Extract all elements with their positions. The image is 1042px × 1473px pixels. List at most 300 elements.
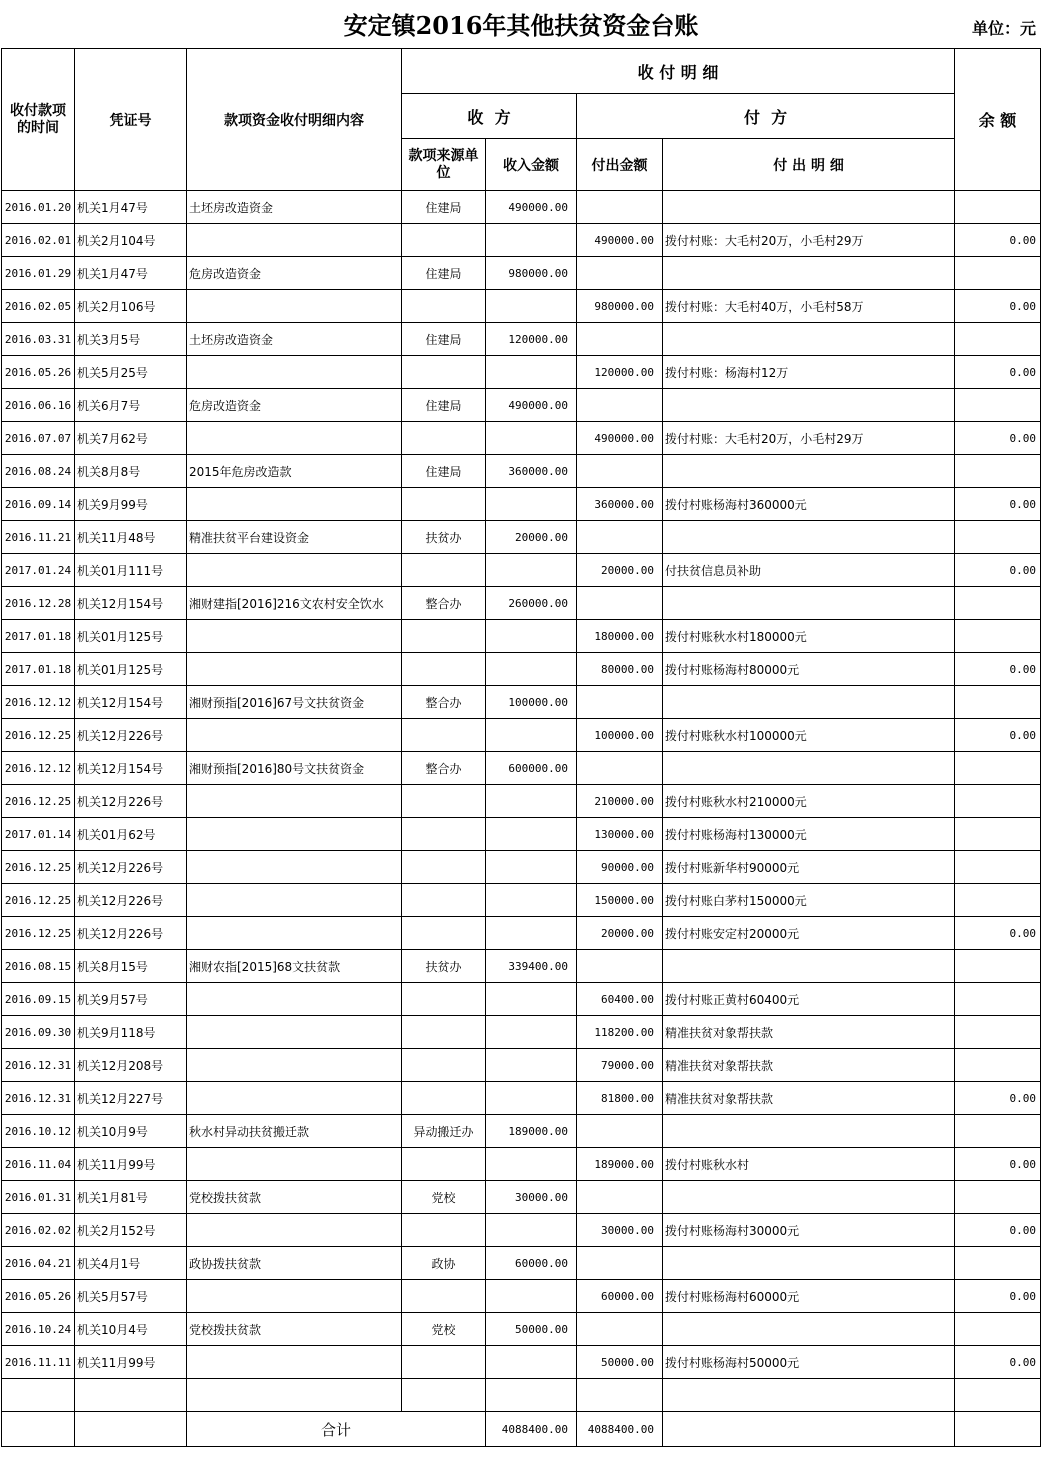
row-balance: 0.00 [955,719,1041,752]
row-voucher: 机关12月226号 [75,884,187,917]
row-income [486,488,577,521]
row-balance [955,686,1041,719]
row-detail: 拨付村账杨海村130000元 [663,818,955,851]
row-payment: 150000.00 [577,884,663,917]
row-detail [663,389,955,422]
row-voucher: 机关10月4号 [75,1313,187,1346]
row-voucher: 机关9月99号 [75,488,187,521]
row-source [402,1280,486,1313]
row-content: 湘财预指[2016]80号文扶贫资金 [187,752,402,785]
table-row [2,191,1041,224]
row-content [187,1016,402,1049]
row-voucher: 机关12月227号 [75,1082,187,1115]
table-row [2,1082,1041,1115]
row-income [486,917,577,950]
row-detail [663,752,955,785]
row-detail: 拨付村账秋水村 [663,1148,955,1181]
table-row [2,884,1041,917]
row-income [486,1346,577,1379]
table-row [2,1313,1041,1346]
row-detail: 拨付村账杨海村30000元 [663,1214,955,1247]
table-row [2,653,1041,686]
row-balance [955,521,1041,554]
row-source: 住建局 [402,389,486,422]
row-date: 2016.07.07 [2,422,75,455]
row-voucher: 机关01月125号 [75,653,187,686]
row-payment [577,752,663,785]
row-date: 2016.01.31 [2,1181,75,1214]
row-date: 2016.12.25 [2,851,75,884]
row-payment: 490000.00 [577,224,663,257]
table-row [2,851,1041,884]
row-payment: 180000.00 [577,620,663,653]
row-source [402,1049,486,1082]
table-row [2,818,1041,851]
row-payment [577,257,663,290]
row-content [187,1346,402,1379]
row-income [486,1049,577,1082]
row-detail [663,323,955,356]
row-detail: 拨付村账安定村20000元 [663,917,955,950]
row-content: 湘财预指[2016]67号文扶贫资金 [187,686,402,719]
total-label: 合计 [187,1412,486,1447]
row-source [402,1346,486,1379]
row-date: 2016.11.21 [2,521,75,554]
row-date: 2016.05.26 [2,1280,75,1313]
row-content: 精准扶贫平台建设资金 [187,521,402,554]
row-detail: 拨付村账：杨海村12万 [663,356,955,389]
row-income: 50000.00 [486,1313,577,1346]
row-date: 2016.12.12 [2,752,75,785]
row-content [187,1379,402,1412]
row-voucher: 机关1月47号 [75,191,187,224]
row-source [402,1148,486,1181]
row-balance [955,455,1041,488]
row-voucher: 机关6月7号 [75,389,187,422]
table-row [2,1247,1041,1280]
table-row [2,1115,1041,1148]
row-income [486,1016,577,1049]
row-date [2,1379,75,1412]
row-detail: 拨付村账秋水村180000元 [663,620,955,653]
row-date: 2016.01.20 [2,191,75,224]
row-income [486,719,577,752]
row-date: 2017.01.18 [2,620,75,653]
table-row [2,917,1041,950]
row-source [402,1016,486,1049]
row-payment [577,587,663,620]
row-payment [577,950,663,983]
row-balance [955,1247,1041,1280]
row-voucher: 机关12月154号 [75,686,187,719]
row-detail: 拨付村账：大毛村20万，小毛村29万 [663,422,955,455]
row-content [187,1214,402,1247]
row-detail [663,1247,955,1280]
row-payment [577,191,663,224]
row-content [187,1049,402,1082]
table-row [2,950,1041,983]
row-content: 土坯房改造资金 [187,191,402,224]
row-balance [955,983,1041,1016]
row-income [486,224,577,257]
row-balance [955,950,1041,983]
table-row [2,1181,1041,1214]
row-balance [955,818,1041,851]
row-voucher: 机关11月99号 [75,1148,187,1181]
row-payment [577,1115,663,1148]
row-detail [663,950,955,983]
row-date: 2016.12.25 [2,719,75,752]
row-payment: 30000.00 [577,1214,663,1247]
row-income: 490000.00 [486,191,577,224]
row-voucher: 机关7月62号 [75,422,187,455]
row-date: 2016.03.31 [2,323,75,356]
row-income: 60000.00 [486,1247,577,1280]
table-row [2,785,1041,818]
row-voucher: 机关2月104号 [75,224,187,257]
row-source: 住建局 [402,455,486,488]
row-payment: 50000.00 [577,1346,663,1379]
row-income: 30000.00 [486,1181,577,1214]
total-empty-3 [663,1412,955,1447]
row-payment [577,323,663,356]
row-detail: 拨付村账正黄村60400元 [663,983,955,1016]
row-income [486,356,577,389]
header-source: 款项来源单位 [402,139,486,191]
row-detail [663,1181,955,1214]
row-balance: 0.00 [955,1346,1041,1379]
row-source [402,488,486,521]
table-row [2,686,1041,719]
row-payment: 210000.00 [577,785,663,818]
row-source: 住建局 [402,191,486,224]
row-detail: 拨付村账杨海村50000元 [663,1346,955,1379]
row-content [187,554,402,587]
ledger-body [2,191,1041,1412]
row-date: 2016.02.02 [2,1214,75,1247]
row-date: 2016.09.15 [2,983,75,1016]
table-row [2,257,1041,290]
row-voucher: 机关12月154号 [75,752,187,785]
row-date: 2016.08.15 [2,950,75,983]
row-voucher: 机关8月15号 [75,950,187,983]
table-row [2,455,1041,488]
row-date: 2016.09.14 [2,488,75,521]
row-payment [577,389,663,422]
row-income: 189000.00 [486,1115,577,1148]
row-income [486,983,577,1016]
row-date: 2016.11.04 [2,1148,75,1181]
row-date: 2016.05.26 [2,356,75,389]
table-row [2,1346,1041,1379]
row-source: 住建局 [402,323,486,356]
row-income [486,1082,577,1115]
row-content [187,422,402,455]
row-source [402,785,486,818]
row-source [402,851,486,884]
total-income: 4088400.00 [486,1412,577,1447]
row-balance [955,191,1041,224]
row-source: 整合办 [402,587,486,620]
table-row [2,752,1041,785]
row-content: 危房改造资金 [187,257,402,290]
row-balance [955,1115,1041,1148]
row-balance [955,752,1041,785]
row-payment: 100000.00 [577,719,663,752]
row-content [187,290,402,323]
table-row [2,488,1041,521]
row-date: 2016.12.31 [2,1049,75,1082]
row-content [187,851,402,884]
row-voucher: 机关12月208号 [75,1049,187,1082]
row-source [402,1379,486,1412]
row-income [486,422,577,455]
row-income [486,1214,577,1247]
row-content: 党校拨扶贫款 [187,1181,402,1214]
table-row [2,719,1041,752]
row-detail: 精准扶贫对象帮扶款 [663,1082,955,1115]
row-source [402,884,486,917]
total-empty-4 [955,1412,1041,1447]
row-content [187,1280,402,1313]
row-payment [577,455,663,488]
row-detail: 拨付村账杨海村80000元 [663,653,955,686]
row-income [486,290,577,323]
row-detail: 拨付村账：大毛村40万，小毛村58万 [663,290,955,323]
row-income: 260000.00 [486,587,577,620]
table-row [2,1049,1041,1082]
row-content [187,653,402,686]
row-detail [663,191,955,224]
row-content [187,917,402,950]
row-balance [955,884,1041,917]
row-balance: 0.00 [955,356,1041,389]
row-income [486,1280,577,1313]
header-payment-detail: 付 出 明 细 [663,139,955,191]
row-balance: 0.00 [955,488,1041,521]
row-source: 扶贫办 [402,521,486,554]
row-detail: 拨付村账白茅村150000元 [663,884,955,917]
row-date: 2016.11.11 [2,1346,75,1379]
row-balance: 0.00 [955,224,1041,257]
row-voucher: 机关11月48号 [75,521,187,554]
row-content [187,785,402,818]
row-balance: 0.00 [955,1082,1041,1115]
row-income: 360000.00 [486,455,577,488]
row-voucher: 机关01月111号 [75,554,187,587]
row-source: 住建局 [402,257,486,290]
row-content: 土坯房改造资金 [187,323,402,356]
row-payment: 118200.00 [577,1016,663,1049]
row-payment: 980000.00 [577,290,663,323]
row-income [486,620,577,653]
row-payment: 130000.00 [577,818,663,851]
row-source [402,224,486,257]
row-detail: 精准扶贫对象帮扶款 [663,1016,955,1049]
row-payment [577,1181,663,1214]
ledger-table [1,48,1041,1447]
table-row [2,1379,1041,1412]
row-voucher: 机关9月57号 [75,983,187,1016]
row-voucher: 机关2月106号 [75,290,187,323]
table-row [2,224,1041,257]
row-content [187,983,402,1016]
row-balance [955,1016,1041,1049]
row-income [486,851,577,884]
row-balance: 0.00 [955,1214,1041,1247]
row-income [486,653,577,686]
row-payment: 360000.00 [577,488,663,521]
row-content: 秋水村异动扶贫搬迁款 [187,1115,402,1148]
row-date: 2016.12.25 [2,917,75,950]
row-source [402,620,486,653]
row-content [187,1148,402,1181]
row-content [187,884,402,917]
row-income: 100000.00 [486,686,577,719]
row-source [402,653,486,686]
header-payment-amount: 付出金额 [577,139,663,191]
row-source: 异动搬迁办 [402,1115,486,1148]
row-detail [663,455,955,488]
row-source: 整合办 [402,752,486,785]
row-date: 2016.09.30 [2,1016,75,1049]
total-row [2,1412,1041,1447]
row-voucher: 机关8月8号 [75,455,187,488]
row-payment [577,521,663,554]
row-payment: 20000.00 [577,554,663,587]
row-voucher: 机关12月226号 [75,851,187,884]
row-content: 政协拨扶贫款 [187,1247,402,1280]
row-date: 2016.12.25 [2,884,75,917]
table-row [2,323,1041,356]
row-income [486,1148,577,1181]
row-balance [955,587,1041,620]
row-voucher: 机关5月57号 [75,1280,187,1313]
row-content [187,488,402,521]
row-source [402,422,486,455]
row-balance [955,257,1041,290]
row-detail [663,686,955,719]
row-income: 120000.00 [486,323,577,356]
row-balance: 0.00 [955,653,1041,686]
row-balance [955,323,1041,356]
row-content [187,818,402,851]
row-income [486,554,577,587]
table-row [2,1016,1041,1049]
row-voucher: 机关01月62号 [75,818,187,851]
row-content: 湘财建指[2016]216文农村安全饮水 [187,587,402,620]
table-row [2,389,1041,422]
row-content [187,620,402,653]
header-payment-group: 付 方 [577,94,955,139]
row-voucher: 机关1月81号 [75,1181,187,1214]
unit-label: 单位：元 [971,19,1036,38]
row-balance [955,1379,1041,1412]
row-date: 2016.12.12 [2,686,75,719]
total-payment: 4088400.00 [577,1412,663,1447]
row-source [402,356,486,389]
row-balance [955,1049,1041,1082]
row-source [402,983,486,1016]
row-detail [663,1313,955,1346]
row-payment: 80000.00 [577,653,663,686]
row-balance: 0.00 [955,554,1041,587]
row-date: 2016.06.16 [2,389,75,422]
row-voucher: 机关12月154号 [75,587,187,620]
table-row [2,554,1041,587]
table-row [2,620,1041,653]
row-voucher: 机关4月1号 [75,1247,187,1280]
row-detail: 拨付村账秋水村210000元 [663,785,955,818]
row-balance: 0.00 [955,1280,1041,1313]
row-income: 980000.00 [486,257,577,290]
header-voucher: 凭证号 [75,49,187,191]
row-income [486,785,577,818]
row-content [187,224,402,257]
row-voucher: 机关12月226号 [75,719,187,752]
row-voucher: 机关10月9号 [75,1115,187,1148]
row-content: 党校拨扶贫款 [187,1313,402,1346]
row-date: 2016.02.05 [2,290,75,323]
row-date: 2017.01.18 [2,653,75,686]
row-detail: 拨付村账：大毛村20万，小毛村29万 [663,224,955,257]
row-source [402,719,486,752]
row-balance [955,1181,1041,1214]
row-payment [577,1247,663,1280]
row-payment [577,1379,663,1412]
row-source [402,290,486,323]
row-balance [955,389,1041,422]
row-source: 扶贫办 [402,950,486,983]
row-income: 20000.00 [486,521,577,554]
row-date: 2016.12.25 [2,785,75,818]
row-voucher: 机关1月47号 [75,257,187,290]
row-detail: 拨付村账杨海村60000元 [663,1280,955,1313]
row-income: 339400.00 [486,950,577,983]
table-row [2,1280,1041,1313]
row-content: 湘财农指[2015]68文扶贫款 [187,950,402,983]
row-income [486,818,577,851]
row-payment: 60400.00 [577,983,663,1016]
row-voucher: 机关12月226号 [75,917,187,950]
row-content [187,719,402,752]
row-payment [577,686,663,719]
row-content: 危房改造资金 [187,389,402,422]
row-balance [955,785,1041,818]
row-detail: 拨付村账杨海村360000元 [663,488,955,521]
header-income-amount: 收入金额 [486,139,577,191]
row-voucher: 机关01月125号 [75,620,187,653]
row-date: 2016.12.31 [2,1082,75,1115]
row-payment: 60000.00 [577,1280,663,1313]
header-time: 收付款项的时间 [2,49,75,191]
row-detail [663,257,955,290]
row-detail: 拨付村账秋水村100000元 [663,719,955,752]
row-content: 2015年危房改造款 [187,455,402,488]
row-date: 2016.08.24 [2,455,75,488]
row-payment: 81800.00 [577,1082,663,1115]
row-detail [663,1115,955,1148]
row-payment: 20000.00 [577,917,663,950]
row-source: 党校 [402,1313,486,1346]
row-balance [955,1313,1041,1346]
row-date: 2016.12.28 [2,587,75,620]
table-row [2,1148,1041,1181]
row-date: 2016.10.24 [2,1313,75,1346]
row-payment: 490000.00 [577,422,663,455]
row-date: 2016.01.29 [2,257,75,290]
table-row [2,587,1041,620]
